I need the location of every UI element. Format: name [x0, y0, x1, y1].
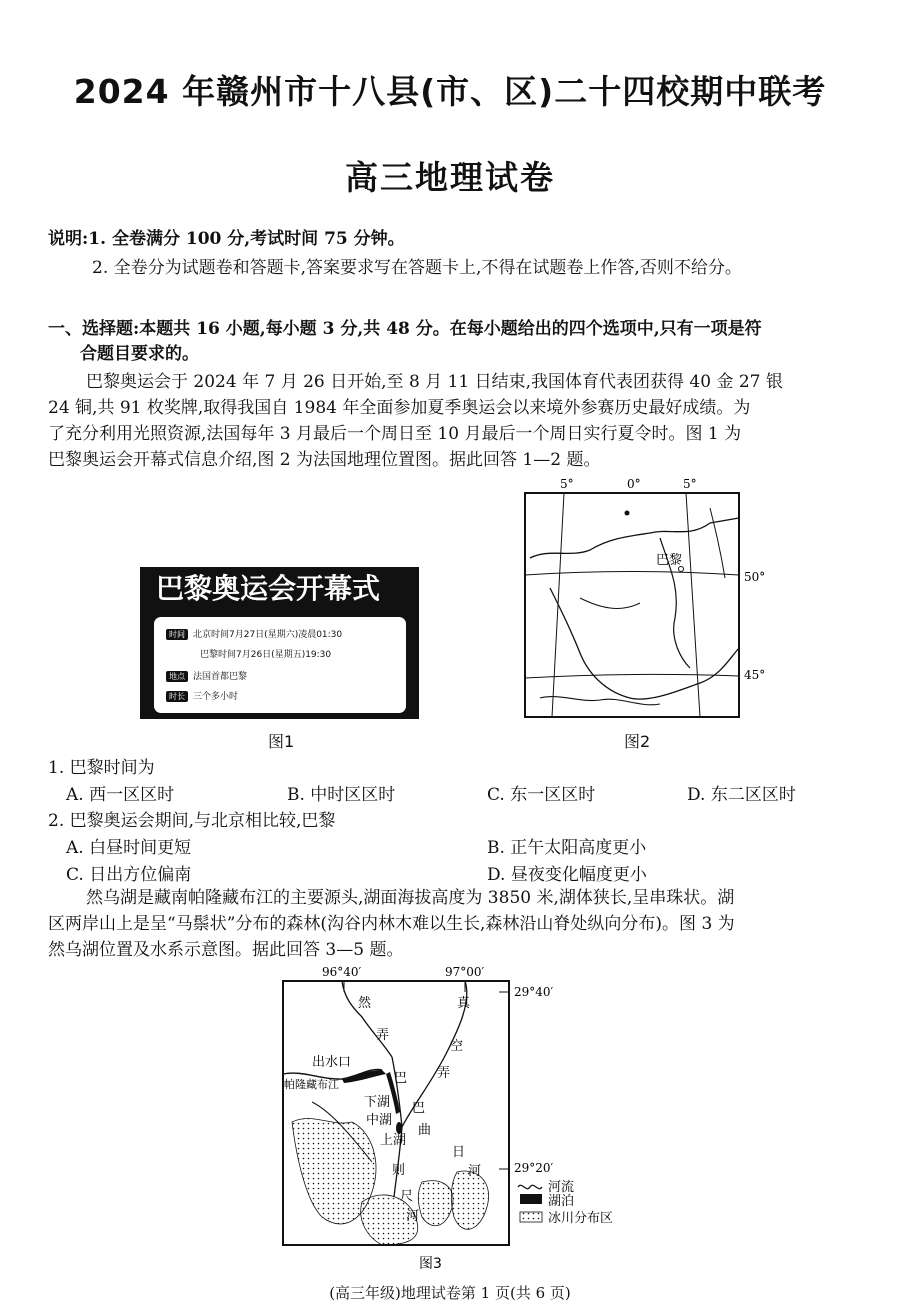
- exam-title: 2024 年赣州市十八县(市、区)二十四校期中联考: [73, 72, 827, 111]
- q1-option-b: B. 中时区区时: [287, 785, 396, 805]
- section-heading: 一、选择题:本题共 16 小题,每小题 3 分,共 48 分。在每小题给出的四个选项中,只有一项是符: [48, 319, 762, 339]
- label-ba2: 巴: [412, 1101, 426, 1116]
- lon-label-9640: 96°40′: [322, 965, 362, 979]
- label-kong: 空: [450, 1039, 464, 1054]
- poster-banner: 巴黎奥运会开幕式: [156, 572, 381, 605]
- lat-label-2940: 29°40′: [514, 985, 554, 999]
- label-ran: 然: [358, 996, 372, 1011]
- instruction-1: 说明:1. 全卷满分 100 分,考试时间 75 分钟。: [48, 229, 405, 249]
- label-upper-lake: 上湖: [380, 1133, 407, 1148]
- passage1-line: 了充分利用光照资源,法国每年 3 月最后一个周日至 10 月最后一个周日实行夏令时。图 1 为: [48, 424, 742, 444]
- label-ba1: 巴: [394, 1071, 408, 1086]
- exam-subject: 高三地理试卷: [345, 158, 555, 197]
- legend-lake-swatch: [520, 1194, 542, 1204]
- q2-option-c: C. 日出方位偏南: [66, 865, 192, 885]
- passage2-line: 区两岸山上是呈“马鬃状”分布的森林(沟谷内林木难以生长,森林沿山脊处纵向分布)。图 3 为: [48, 914, 735, 934]
- figure-1-caption: 图1: [268, 732, 295, 751]
- q1-option-a: A. 西一区区时: [66, 785, 175, 805]
- lon-label-e5: 5°: [683, 478, 697, 491]
- lat-label-50: 50°: [744, 570, 766, 584]
- figure-1-poster: [140, 567, 419, 719]
- passage1-line: 巴黎奥运会开幕式信息介绍,图 2 为法国地理位置图。据此回答 1—2 题。: [48, 450, 601, 470]
- label-chi: 尺: [400, 1189, 414, 1204]
- lon-label-w5: 5°: [560, 478, 574, 491]
- label-palong: 帕隆藏布江: [284, 1078, 339, 1091]
- lat-label-2920: 29°20′: [514, 1161, 554, 1175]
- label-qu: 曲: [418, 1123, 432, 1138]
- label-nong1: 弄: [376, 1028, 390, 1043]
- lon-label-0: 0°: [627, 478, 641, 491]
- lon-label-9700: 97°00′: [445, 965, 485, 979]
- label-lower-lake: 下湖: [364, 1095, 391, 1110]
- poster-info-card: [154, 617, 406, 713]
- time-tag: 时间: [166, 629, 188, 640]
- legend-lake: 湖泊: [548, 1194, 575, 1209]
- duration-value: 三个多小时: [193, 692, 239, 702]
- label-nong2: 弄: [437, 1066, 451, 1081]
- legend-glacier: 冰川分布区: [548, 1211, 614, 1226]
- figure-2-caption: 图2: [624, 732, 651, 751]
- poster-duration-row: [166, 689, 238, 702]
- figure-2-france-map: [520, 478, 780, 726]
- figure-3-lake-map: [282, 962, 632, 1280]
- duration-tag: 时长: [166, 691, 188, 702]
- lat-label-45: 45°: [744, 668, 766, 682]
- city-label-paris: 巴黎: [656, 553, 683, 568]
- legend-river-swatch: [518, 1185, 542, 1188]
- label-he2: 河: [406, 1209, 420, 1224]
- q1-option-d: D. 东二区区时: [687, 785, 796, 805]
- paris-time: 巴黎时间7月26日(星期五)19:30: [200, 650, 332, 660]
- question-2-stem: 2. 巴黎奥运会期间,与北京相比较,巴黎: [48, 811, 336, 831]
- place-value: 法国首都巴黎: [193, 672, 248, 682]
- label-dui: 则: [392, 1163, 406, 1178]
- label-outlet: 出水口: [312, 1055, 352, 1070]
- label-middle-lake: 中湖: [366, 1113, 393, 1128]
- beijing-time: 北京时间7月27日(星期六)凌晨01:30: [193, 630, 343, 640]
- page-footer: (高三年级)地理试卷第 1 页(共 6 页): [329, 1284, 571, 1302]
- section-heading-cont: 合题目要求的。: [80, 344, 199, 364]
- legend-glacier-swatch: [520, 1212, 542, 1222]
- poster-time-row: [166, 627, 342, 640]
- passage2-line: 然乌湖位置及水系示意图。据此回答 3—5 题。: [48, 940, 404, 960]
- passage1-line: 24 铜,共 91 枚奖牌,取得我国自 1984 年全面参加夏季奥运会以来境外参赛历史最好成绩。为: [48, 398, 751, 418]
- passage1-line: 巴黎奥运会于 2024 年 7 月 26 日开始,至 8 月 11 日结束,我国体育代表团获得 40 金 27 银: [86, 372, 783, 392]
- q2-option-a: A. 白昼时间更短: [66, 838, 192, 858]
- passage2-line: 然乌湖是藏南帕隆藏布江的主要源头,湖面海拔高度为 3850 米,湖体狭长,呈串珠状。湖: [86, 888, 735, 908]
- label-ri: 日: [452, 1145, 466, 1160]
- q2-option-d: D. 昼夜变化幅度更小: [487, 865, 647, 885]
- q2-option-b: B. 正午太阳高度更小: [487, 838, 647, 858]
- question-1-stem: 1. 巴黎时间为: [48, 758, 155, 778]
- legend-river: 河流: [548, 1180, 575, 1195]
- instruction-2: 2. 全卷分为试题卷和答题卡,答案要求写在答题卡上,不得在试题卷上作答,否则不给分。: [92, 258, 742, 278]
- q1-option-c: C. 东一区区时: [487, 785, 596, 805]
- place-tag: 地点: [166, 671, 188, 682]
- label-zhen: 真: [457, 996, 471, 1011]
- poster-place-row: [166, 669, 247, 682]
- label-he1: 河: [468, 1164, 482, 1179]
- figure-3-caption: 图3: [419, 1256, 442, 1272]
